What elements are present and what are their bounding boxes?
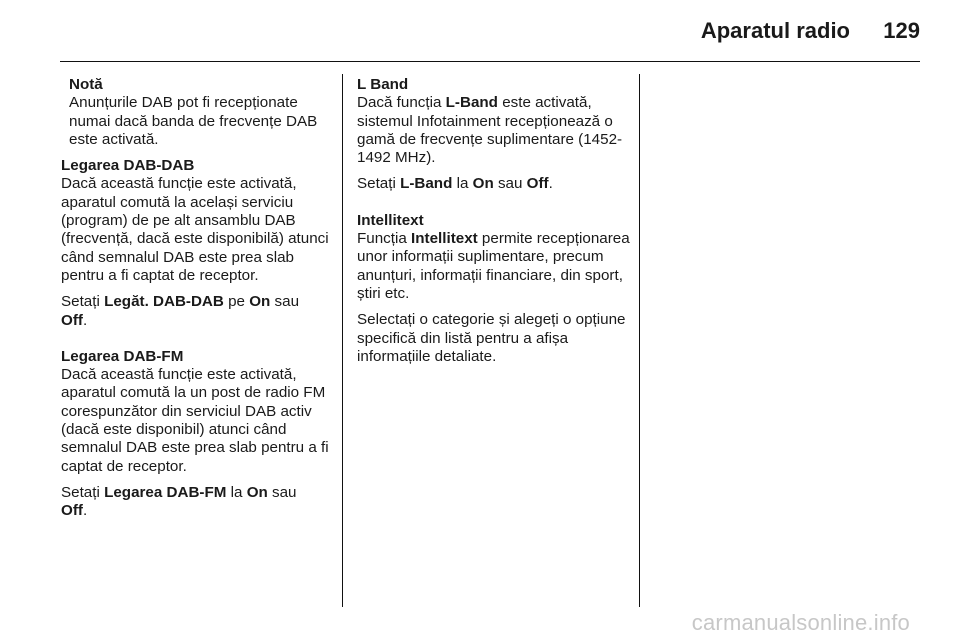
watermark: carmanualsonline.info	[691, 610, 910, 635]
body-bold: L-Band	[445, 94, 498, 112]
setting-prefix: Setați	[357, 175, 401, 193]
section-heading: L Band	[357, 76, 409, 93]
section-setting	[357, 175, 633, 193]
setting-or: sau	[270, 293, 300, 311]
note-title: Notă	[69, 76, 103, 93]
setting-on: On	[246, 483, 268, 501]
section-setting	[61, 293, 336, 330]
setting-end: .	[82, 311, 88, 329]
body-bold: Intellitext	[411, 230, 478, 248]
section-body	[357, 94, 633, 167]
body-prefix: Dacă funcția	[357, 94, 446, 112]
section-body-2: Selectați o categorie și alegeți o opțiune specifică din listă pentru a afișa informațiile detaliate.	[357, 311, 626, 365]
column-middle	[357, 76, 633, 384]
body-suffix: permite recepționarea unor informații suplimentare, precum anunțuri, informații financiare, din sport, știri etc.	[357, 230, 630, 302]
setting-mid: la	[226, 483, 247, 501]
page-title: Aparatul radio	[700, 18, 850, 43]
section-body: Dacă această funcție este activată, aparatul comută la același serviciu (program) de pe alt ansamblu DAB (frecvență, dacă este disponibilă) atunci când semnalul DAB este prea slab pentru a fi captat de receptor.	[61, 175, 329, 284]
section-l-band	[357, 76, 633, 194]
note-text: Anunțurile DAB pot fi recepționate numai dacă banda de frecvențe DAB este activată.	[69, 94, 318, 148]
column-divider-2	[639, 74, 640, 607]
body-prefix: Funcția	[357, 230, 412, 248]
setting-mid: pe	[223, 293, 250, 311]
setting-off: Off	[61, 502, 83, 520]
setting-end: .	[82, 502, 88, 520]
setting-off: Off	[61, 311, 83, 329]
header-rule	[60, 61, 920, 62]
section-body: Dacă această funcție este activată, aparatul comută la un post de radio FM corespunzător din serviciul DAB activ (dacă este disponibil) atunci când semnalul DAB este prea slab pentru a fi captat de receptor.	[61, 366, 329, 475]
setting-option: Legăt. DAB-DAB	[104, 293, 224, 311]
section-heading: Legarea DAB-FM	[61, 347, 184, 365]
page-number: 129	[883, 18, 920, 43]
setting-on: On	[249, 293, 271, 311]
setting-end: .	[548, 175, 553, 193]
note-box	[61, 76, 336, 149]
section-heading: Intellitext	[357, 211, 424, 229]
setting-option: L-Band	[400, 175, 453, 193]
column-divider-1	[342, 74, 343, 607]
page-header	[60, 14, 920, 54]
section-setting	[61, 484, 336, 521]
section-intellitext	[357, 212, 633, 366]
section-heading: Legarea DAB-DAB	[61, 157, 195, 175]
section-dab-dab	[61, 157, 336, 330]
setting-on: On	[472, 175, 494, 193]
setting-mid: la	[452, 175, 473, 193]
setting-prefix: Setați	[61, 483, 105, 501]
setting-option: Legarea DAB-FM	[104, 483, 227, 501]
body-suffix: este activată, sistemul Infotainment recepționează o gamă de frecvențe suplimentare (1452-1492 MHz).	[357, 94, 623, 167]
section-dab-fm	[61, 348, 336, 521]
section-body	[357, 230, 633, 303]
setting-or: sau	[493, 175, 527, 193]
column-left	[61, 76, 336, 539]
setting-or: sau	[267, 483, 297, 501]
setting-off: Off	[526, 175, 549, 193]
setting-prefix: Setați	[61, 293, 105, 311]
